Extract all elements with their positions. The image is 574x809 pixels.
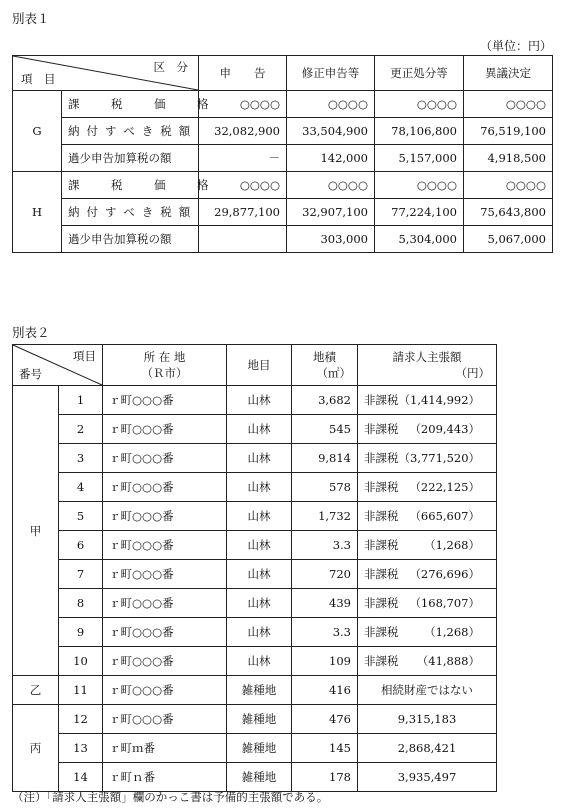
koumoku-label: 項目 (73, 349, 96, 363)
row-claim (358, 589, 497, 618)
row-item: 過少申告加算税の額 (62, 226, 199, 253)
claim-alt-amount: （276,696） (409, 567, 480, 581)
row-location: ｒ町○○○番 (103, 473, 227, 502)
row-item: 納付すべき税額 (62, 199, 199, 226)
cell-value: 77,224,100 (375, 199, 464, 226)
row-number: 5 (59, 502, 103, 531)
claim-alt-amount: （41,888） (416, 654, 480, 668)
row-area: 3.3 (292, 531, 358, 560)
table-row (13, 676, 497, 705)
row-claim (358, 531, 497, 560)
row-area: 720 (292, 560, 358, 589)
row-number: 8 (59, 589, 103, 618)
cell-value: 5,157,000 (375, 145, 464, 172)
row-land-type: 雑種地 (227, 763, 292, 792)
row-area: 416 (292, 676, 358, 705)
area-label: 地積 (313, 350, 336, 364)
cell-value: 32,082,900 (199, 118, 287, 145)
row-number: 9 (59, 618, 103, 647)
row-location: ｒ町○○○番 (103, 647, 227, 676)
row-area: 145 (292, 734, 358, 763)
row-number: 1 (59, 386, 103, 415)
table-row (13, 473, 497, 502)
claim-status: 非課税 (364, 596, 399, 610)
cell-value (199, 226, 287, 253)
claim-status: 非課税 (364, 567, 399, 581)
claim-unit-label: （円） (455, 366, 490, 380)
table-row (13, 560, 497, 589)
table2-header-row (13, 345, 497, 386)
col-header-kousei: 更正処分等 (375, 56, 464, 91)
claim-status: 非課税 (364, 422, 399, 436)
cell-value: 142,000 (287, 145, 375, 172)
table-row (13, 647, 497, 676)
table-row (13, 734, 497, 763)
row-number: 14 (59, 763, 103, 792)
group-label-g: G (13, 91, 62, 172)
col-header-igi: 異議決定 (464, 56, 553, 91)
col-header-claim (358, 345, 497, 386)
table-row (13, 145, 553, 172)
table-row (13, 226, 553, 253)
table-row (13, 199, 553, 226)
group-label: 丙 (13, 705, 59, 792)
cell-value: 5,067,000 (464, 226, 553, 253)
claim-label: 請求人主張額 (392, 350, 462, 364)
row-land-type: 山林 (227, 473, 292, 502)
row-location: ｒ町○○○番 (103, 589, 227, 618)
cell-value: 75,643,800 (464, 199, 553, 226)
row-claim (358, 502, 497, 531)
row-location: ｒ町○○○番 (103, 560, 227, 589)
claim-alt-amount: （168,707） (409, 596, 480, 610)
cell-value: ○○○○ (287, 91, 375, 118)
row-land-type: 山林 (227, 531, 292, 560)
row-land-type: 山林 (227, 502, 292, 531)
assessment-table (12, 55, 553, 253)
claim-status: 非課税 (364, 625, 399, 639)
row-area: 3,682 (292, 386, 358, 415)
cell-value: ○○○○ (464, 91, 553, 118)
row-location: ｒ町○○○番 (103, 415, 227, 444)
row-item: 課 税 価 格 (62, 91, 199, 118)
area-unit-label: （㎡） (316, 366, 351, 380)
row-item: 課 税 価 格 (62, 172, 199, 199)
cell-value: 5,304,000 (375, 226, 464, 253)
row-land-type: 山林 (227, 444, 292, 473)
table1-header-diagonal-cell (13, 56, 199, 91)
row-location: ｒ町○○○番 (103, 386, 227, 415)
row-item: 過少申告加算税の額 (62, 145, 199, 172)
cell-value: 32,907,100 (287, 199, 375, 226)
row-number: 7 (59, 560, 103, 589)
claim-status: 非課税 (364, 393, 399, 407)
row-location: ｒ町○○○番 (103, 705, 227, 734)
row-area: 109 (292, 647, 358, 676)
cell-value: ○○○○ (375, 172, 464, 199)
row-claim: 3,935,497 (358, 763, 497, 792)
row-number: 12 (59, 705, 103, 734)
col-header-chimoku: 地目 (227, 345, 292, 386)
location-label: 所 在 地 (143, 350, 186, 364)
claim-alt-amount: （665,607） (409, 509, 480, 523)
location-sub-label: （Ｒ市） (141, 366, 188, 380)
table-row (13, 763, 497, 792)
row-land-type: 雑種地 (227, 734, 292, 763)
table-row (13, 172, 553, 199)
row-claim: 相続財産ではない (358, 676, 497, 705)
table2-header-diagonal-cell (13, 345, 103, 386)
row-land-type: 雑種地 (227, 705, 292, 734)
col-header-area (292, 345, 358, 386)
kubun-label: 区 分 (153, 60, 188, 74)
row-area: 545 (292, 415, 358, 444)
row-claim: 9,315,183 (358, 705, 497, 734)
property-table (12, 344, 497, 792)
claim-alt-amount: （209,443） (409, 422, 480, 436)
row-location: ｒ町○○○番 (103, 618, 227, 647)
row-claim (358, 618, 497, 647)
row-claim (358, 415, 497, 444)
row-location: ｒ町ｎ番 (103, 763, 227, 792)
claim-alt-amount: （222,125） (409, 480, 480, 494)
cell-value: － (199, 145, 287, 172)
col-header-location (103, 345, 227, 386)
row-area: 178 (292, 763, 358, 792)
claim-alt-amount: （1,414,992） (398, 393, 481, 407)
footnote: （注）「請求人主張額」欄のかっこ書は予備的主張額である。 (12, 790, 329, 804)
table-row (13, 705, 497, 734)
row-claim: 2,868,421 (358, 734, 497, 763)
table1-unit: （単位：円） (479, 39, 552, 53)
row-number: 6 (59, 531, 103, 560)
row-claim (358, 560, 497, 589)
koumoku-label: 項 目 (21, 72, 56, 86)
cell-value: 33,504,900 (287, 118, 375, 145)
cell-value: 78,106,800 (375, 118, 464, 145)
col-header-shinkoku: 申 告 (199, 56, 287, 91)
row-claim (358, 444, 497, 473)
claim-alt-amount: （1,268） (424, 625, 480, 639)
row-claim (358, 647, 497, 676)
table-row (13, 118, 553, 145)
row-land-type: 山林 (227, 415, 292, 444)
cell-value: ○○○○ (199, 172, 287, 199)
claim-status: 非課税 (364, 480, 399, 494)
row-number: 2 (59, 415, 103, 444)
claim-alt-amount: （1,268） (424, 538, 480, 552)
table-row (13, 502, 497, 531)
table-row (13, 415, 497, 444)
claim-status: 非課税 (364, 538, 399, 552)
row-location: ｒ町○○○番 (103, 444, 227, 473)
group-label: 甲 (13, 386, 59, 676)
cell-value: 76,519,100 (464, 118, 553, 145)
row-land-type: 山林 (227, 647, 292, 676)
row-area: 3.3 (292, 618, 358, 647)
row-location: ｒ町ｍ番 (103, 734, 227, 763)
table-row (13, 444, 497, 473)
table-row (13, 91, 553, 118)
row-area: 1,732 (292, 502, 358, 531)
row-location: ｒ町○○○番 (103, 502, 227, 531)
cell-value: ○○○○ (464, 172, 553, 199)
cell-value: 29,877,100 (199, 199, 287, 226)
table-row (13, 618, 497, 647)
row-land-type: 雑種地 (227, 676, 292, 705)
row-land-type: 山林 (227, 386, 292, 415)
row-claim (358, 473, 497, 502)
claim-status: 非課税 (364, 654, 399, 668)
row-number: 11 (59, 676, 103, 705)
row-number: 4 (59, 473, 103, 502)
row-claim (358, 386, 497, 415)
row-land-type: 山林 (227, 560, 292, 589)
table1-header-row (13, 56, 553, 91)
cell-value: 303,000 (287, 226, 375, 253)
row-area: 9,814 (292, 444, 358, 473)
group-label-h: H (13, 172, 62, 253)
cell-value: ○○○○ (287, 172, 375, 199)
bangou-label: 番号 (19, 367, 42, 381)
row-number: 10 (59, 647, 103, 676)
table-row (13, 531, 497, 560)
row-location: ｒ町○○○番 (103, 531, 227, 560)
row-land-type: 山林 (227, 589, 292, 618)
table1-title: 別表１ (12, 11, 50, 26)
cell-value: ○○○○ (375, 91, 464, 118)
row-area: 439 (292, 589, 358, 618)
row-area: 476 (292, 705, 358, 734)
cell-value: 4,918,500 (464, 145, 553, 172)
group-label: 乙 (13, 676, 59, 705)
claim-status: 非課税 (364, 451, 399, 465)
table-row (13, 589, 497, 618)
row-land-type: 山林 (227, 618, 292, 647)
row-item: 納付すべき税額 (62, 118, 199, 145)
table2-title: 別表２ (12, 325, 50, 340)
claim-status: 非課税 (364, 509, 399, 523)
row-number: 3 (59, 444, 103, 473)
claim-alt-amount: （3,771,520） (398, 451, 481, 465)
row-area: 578 (292, 473, 358, 502)
col-header-shusei: 修正申告等 (287, 56, 375, 91)
table-row (13, 386, 497, 415)
row-number: 13 (59, 734, 103, 763)
cell-value: ○○○○ (199, 91, 287, 118)
row-location: ｒ町○○○番 (103, 676, 227, 705)
